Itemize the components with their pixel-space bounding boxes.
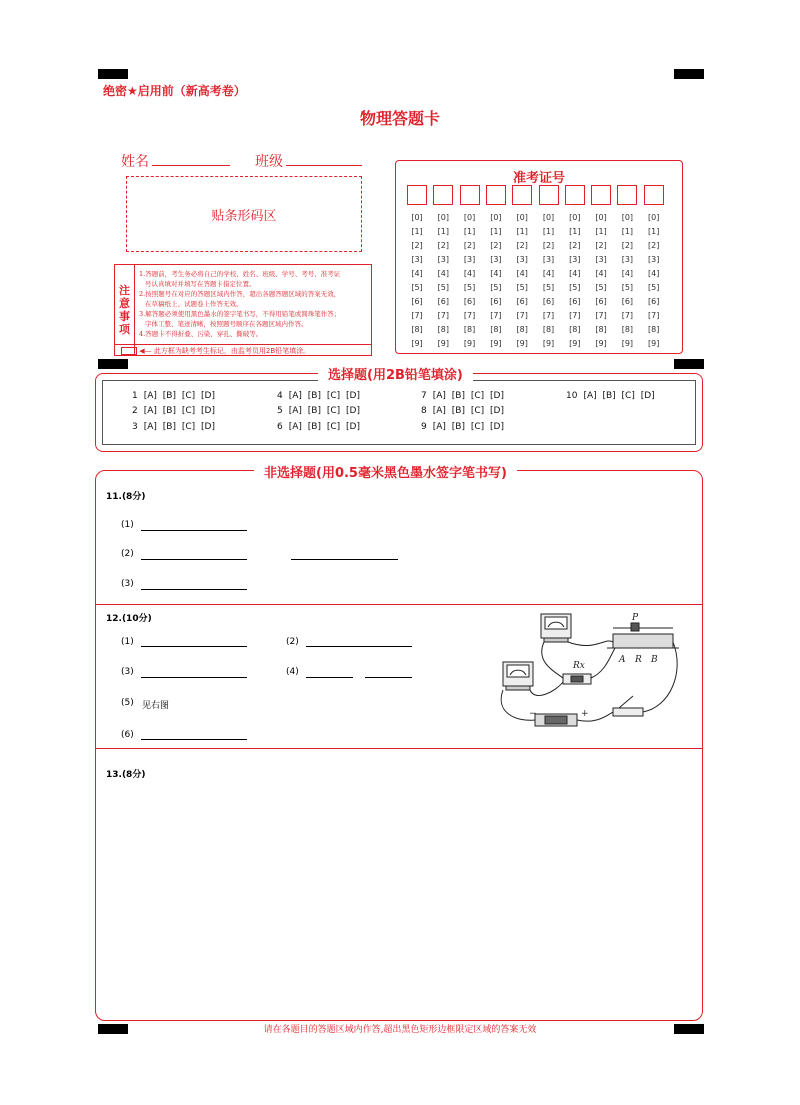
exam-id-bubble[interactable]: [2]	[463, 241, 476, 250]
ammeter-icon	[541, 614, 571, 642]
exam-id-panel	[395, 160, 683, 354]
exam-id-bubble[interactable]: [1]	[437, 227, 449, 236]
circuit-figure	[495, 612, 685, 737]
page-title: 物理答题卡	[359, 109, 440, 128]
q13-title: 13.(8分)	[106, 770, 146, 780]
notice-heading-char: 注	[119, 284, 130, 297]
exam-id-bubble[interactable]: [2]	[569, 241, 581, 250]
answer-options[interactable]: [A] [B] [C] [D]	[432, 391, 504, 401]
secret-note: 绝密★启用前（新高考卷）	[103, 84, 246, 98]
exam-id-bubble[interactable]: [6]	[648, 297, 660, 306]
answer-options[interactable]: [A] [B] [C] [D]	[288, 406, 360, 416]
exam-id-column	[591, 185, 611, 351]
label-rx: Rx	[573, 661, 585, 671]
q11-sub-label: (2)	[121, 549, 134, 559]
choice-question	[277, 406, 360, 416]
battery-icon	[535, 714, 577, 726]
exam-id-bubble[interactable]: [8]	[648, 325, 660, 334]
exam-id-bubble[interactable]: [4]	[411, 269, 423, 278]
label-plus: +	[581, 709, 589, 719]
exam-id-bubble[interactable]: [5]	[621, 283, 634, 292]
exam-id-bubble[interactable]: [0]	[437, 213, 449, 222]
class-field[interactable]	[286, 165, 362, 166]
question-number: 10	[566, 391, 578, 401]
exam-id-bubble[interactable]: [6]	[437, 297, 449, 306]
exam-id-column	[617, 185, 637, 351]
q12-sub-label: (2)	[286, 637, 299, 647]
nonchoice-section	[95, 470, 703, 1021]
exam-id-digit-box[interactable]	[644, 185, 664, 205]
exam-id-bubble[interactable]: [3]	[648, 255, 660, 264]
exam-id-bubble[interactable]: [2]	[621, 241, 634, 250]
answer-line[interactable]	[365, 677, 412, 678]
q12-sub-label: (4)	[286, 667, 299, 677]
exam-id-digit-box[interactable]	[617, 185, 637, 205]
exam-id-bubble[interactable]: [7]	[542, 311, 555, 320]
question-number: 3	[132, 422, 138, 432]
exam-id-bubble[interactable]: [4]	[437, 269, 449, 278]
answer-line[interactable]	[291, 559, 398, 560]
question-number: 5	[277, 406, 283, 416]
exam-id-column	[539, 185, 559, 351]
answer-line[interactable]	[141, 530, 247, 531]
label-b: B	[651, 655, 658, 665]
exam-id-column	[486, 185, 506, 351]
exam-id-bubble[interactable]: [8]	[516, 325, 528, 334]
exam-id-bubble[interactable]: [2]	[437, 241, 449, 250]
exam-id-bubble[interactable]: [0]	[516, 213, 528, 222]
answer-options[interactable]: [A] [B] [C] [D]	[432, 422, 504, 432]
q12-sub-label: (3)	[121, 667, 134, 677]
exam-id-bubble[interactable]: [3]	[595, 255, 607, 264]
arrow-icon: ◀—	[139, 347, 152, 355]
exam-id-bubble[interactable]: [3]	[463, 255, 476, 264]
exam-id-digit-box[interactable]	[433, 185, 453, 205]
exam-id-bubble[interactable]: [4]	[621, 269, 634, 278]
choice-question	[421, 391, 504, 401]
absent-mark-row	[115, 344, 371, 357]
notice-line: 号认真填对并填写在答题卡指定位置。	[145, 280, 256, 288]
label-minus: −	[529, 709, 537, 719]
exam-id-bubble[interactable]: [6]	[411, 297, 423, 306]
class-label: 班级	[255, 154, 283, 170]
exam-id-bubble[interactable]: [7]	[569, 311, 581, 320]
exam-id-bubble[interactable]: [4]	[648, 269, 660, 278]
notice-heading-char: 意	[119, 297, 130, 310]
exam-id-bubble[interactable]: [4]	[542, 269, 555, 278]
exam-id-bubble[interactable]: [0]	[411, 213, 423, 222]
exam-id-bubble[interactable]: [9]	[542, 339, 555, 348]
question-number: 4	[277, 391, 283, 401]
notice-text	[139, 269, 367, 339]
exam-id-bubble[interactable]: [3]	[516, 255, 528, 264]
label-r: R	[635, 655, 642, 665]
footer-note: 请在各题目的答题区域内作答,超出黑色矩形边框限定区域的答案无效	[263, 1025, 537, 1035]
question-number: 6	[277, 422, 283, 432]
exam-id-bubble[interactable]: [8]	[569, 325, 581, 334]
exam-id-bubble[interactable]: [2]	[542, 241, 555, 250]
question-number: 9	[421, 422, 427, 432]
exam-id-bubble[interactable]: [9]	[411, 339, 423, 348]
label-a: A	[619, 655, 626, 665]
absent-mark-note: 此方框为缺考考生标记，由监考员用2B铅笔填涂。	[153, 347, 311, 355]
choice-question	[421, 406, 504, 416]
exam-id-bubble[interactable]: [0]	[542, 213, 555, 222]
exam-id-bubble[interactable]: [7]	[411, 311, 423, 320]
notice-line: 在草稿纸上、试题卷上作答无效。	[145, 300, 243, 308]
exam-id-bubble[interactable]: [6]	[542, 297, 555, 306]
nonchoice-title: 非选择题(用0.5毫米黑色墨水签字笔书写)	[254, 462, 517, 481]
exam-id-bubble[interactable]: [8]	[595, 325, 607, 334]
exam-id-bubble[interactable]: [7]	[648, 311, 660, 320]
q12-sub-label: (5)	[121, 698, 134, 708]
name-field[interactable]	[152, 165, 230, 166]
exam-id-bubble[interactable]: [1]	[542, 227, 555, 236]
exam-id-bubble[interactable]: [2]	[595, 241, 607, 250]
exam-id-bubble[interactable]: [6]	[516, 297, 528, 306]
q11-sub-label: (3)	[121, 579, 134, 589]
answer-options[interactable]: [A] [B] [C] [D]	[288, 422, 360, 432]
exam-id-bubble[interactable]: [5]	[490, 283, 502, 292]
exam-id-bubble[interactable]: [6]	[569, 297, 581, 306]
exam-id-bubble[interactable]: [0]	[569, 213, 581, 222]
exam-id-bubble[interactable]: [0]	[490, 213, 502, 222]
q11-title: 11.(8分)	[106, 492, 146, 502]
choice-question	[132, 406, 215, 416]
exam-id-bubble[interactable]: [2]	[490, 241, 502, 250]
registration-mark	[674, 69, 704, 79]
q12-title: 12.(10分)	[106, 614, 152, 624]
question-number: 7	[421, 391, 427, 401]
exam-id-bubble[interactable]: [5]	[595, 283, 607, 292]
exam-id-column	[644, 185, 664, 351]
answer-line[interactable]	[141, 589, 247, 590]
exam-id-bubble[interactable]: [9]	[621, 339, 634, 348]
exam-id-bubble[interactable]: [3]	[621, 255, 634, 264]
exam-id-bubble[interactable]: [0]	[621, 213, 634, 222]
choice-question	[132, 391, 215, 401]
exam-id-bubble[interactable]: [9]	[490, 339, 502, 348]
exam-id-bubble[interactable]: [6]	[463, 297, 476, 306]
exam-id-bubble[interactable]: [8]	[542, 325, 555, 334]
registration-mark	[674, 359, 704, 369]
exam-id-bubble[interactable]: [9]	[516, 339, 528, 348]
exam-id-bubble[interactable]: [3]	[569, 255, 581, 264]
label-p: P	[632, 613, 639, 623]
exam-id-bubble[interactable]: [5]	[411, 283, 423, 292]
section-divider	[95, 604, 703, 605]
exam-id-bubble[interactable]: [1]	[516, 227, 528, 236]
answer-options[interactable]: [A] [B] [C] [D]	[583, 391, 655, 401]
choice-question	[421, 422, 504, 432]
switch-icon	[613, 696, 643, 716]
exam-id-bubble[interactable]: [5]	[648, 283, 660, 292]
exam-id-bubble[interactable]: [5]	[437, 283, 449, 292]
choice-question	[277, 391, 360, 401]
exam-id-bubble[interactable]: [8]	[437, 325, 449, 334]
exam-id-bubble[interactable]: [3]	[437, 255, 449, 264]
exam-id-digit-box[interactable]	[407, 185, 427, 205]
exam-id-bubble[interactable]: [1]	[648, 227, 660, 236]
choice-question	[277, 422, 360, 432]
exam-id-digit-box[interactable]	[512, 185, 532, 205]
exam-id-bubble[interactable]: [9]	[648, 339, 660, 348]
exam-id-bubble[interactable]: [5]	[516, 283, 528, 292]
exam-id-bubble[interactable]: [7]	[595, 311, 607, 320]
exam-id-bubble[interactable]: [7]	[463, 311, 476, 320]
answer-line[interactable]	[141, 739, 247, 740]
notice-line: 1.答题前，考生务必将自己的学校、姓名、班级、学号、考号、准考证	[139, 270, 341, 278]
notice-line: 3.解答题必须使用黑色墨水的签字笔书写，不得用铅笔或圆珠笔作答；	[139, 310, 341, 318]
exam-id-column	[460, 185, 480, 351]
absent-mark-box[interactable]	[121, 347, 137, 355]
notice-heading-char: 事	[119, 310, 130, 323]
answer-line[interactable]	[306, 677, 353, 678]
see-figure-note: 见右图	[142, 701, 170, 711]
exam-id-bubble[interactable]: [9]	[437, 339, 449, 348]
answer-options[interactable]: [A] [B] [C] [D]	[432, 406, 504, 416]
question-number: 1	[132, 391, 138, 401]
exam-id-bubble[interactable]: [7]	[437, 311, 449, 320]
exam-id-bubble[interactable]: [8]	[463, 325, 476, 334]
exam-id-bubble[interactable]: [1]	[595, 227, 607, 236]
answer-line[interactable]	[141, 677, 247, 678]
exam-id-bubble[interactable]: [1]	[463, 227, 476, 236]
exam-id-column	[512, 185, 532, 351]
section-divider	[95, 748, 703, 749]
question-number: 8	[421, 406, 427, 416]
exam-id-bubble[interactable]: [1]	[411, 227, 423, 236]
choice-title: 选择题(用2B铅笔填涂)	[318, 364, 473, 383]
rheostat-icon	[607, 623, 679, 648]
exam-id-bubble[interactable]: [1]	[569, 227, 581, 236]
exam-id-digit-box[interactable]	[565, 185, 585, 205]
exam-id-bubble[interactable]: [3]	[411, 255, 423, 264]
exam-id-bubble[interactable]: [1]	[621, 227, 634, 236]
resistor-icon	[563, 674, 591, 684]
q12-sub-label: (6)	[121, 730, 134, 740]
exam-id-column	[407, 185, 427, 351]
exam-id-bubble[interactable]: [9]	[569, 339, 581, 348]
exam-id-bubble[interactable]: [3]	[490, 255, 502, 264]
exam-id-bubble[interactable]: [4]	[569, 269, 581, 278]
answer-options[interactable]: [A] [B] [C] [D]	[143, 406, 215, 416]
exam-id-bubble[interactable]: [7]	[490, 311, 502, 320]
answer-options[interactable]: [A] [B] [C] [D]	[288, 391, 360, 401]
notice-line: 4.答题卡不得折叠、污染、穿孔、撕破等。	[139, 330, 263, 338]
exam-id-bubble[interactable]: [1]	[490, 227, 502, 236]
notice-line: 字体工整、笔迹清晰，按照题号顺序在各题区域内作答。	[145, 320, 308, 328]
exam-id-bubble[interactable]: [2]	[411, 241, 423, 250]
question-number: 2	[132, 406, 138, 416]
exam-id-bubble[interactable]: [4]	[490, 269, 502, 278]
exam-id-bubble[interactable]: [8]	[490, 325, 502, 334]
exam-id-bubble[interactable]: [0]	[463, 213, 476, 222]
exam-id-bubble[interactable]: [0]	[648, 213, 660, 222]
exam-id-bubble[interactable]: [4]	[516, 269, 528, 278]
exam-id-bubble[interactable]: [5]	[542, 283, 555, 292]
exam-id-bubble[interactable]: [4]	[463, 269, 476, 278]
exam-id-bubble[interactable]: [6]	[595, 297, 607, 306]
registration-mark	[98, 359, 128, 369]
exam-id-bubble[interactable]: [8]	[411, 325, 423, 334]
exam-id-digit-box[interactable]	[591, 185, 611, 205]
exam-id-bubble[interactable]: [7]	[621, 311, 634, 320]
answer-line[interactable]	[141, 646, 247, 647]
exam-id-bubble[interactable]: [4]	[595, 269, 607, 278]
notice-heading	[115, 265, 135, 355]
exam-id-bubble[interactable]: [7]	[516, 311, 528, 320]
answer-options[interactable]: [A] [B] [C] [D]	[143, 391, 215, 401]
exam-id-bubble[interactable]: [2]	[648, 241, 660, 250]
exam-id-bubble[interactable]: [9]	[463, 339, 476, 348]
exam-id-bubble[interactable]: [6]	[621, 297, 634, 306]
exam-id-column	[433, 185, 453, 351]
choice-question	[132, 422, 215, 432]
exam-id-digit-box[interactable]	[460, 185, 480, 205]
exam-id-bubble[interactable]: [6]	[490, 297, 502, 306]
exam-id-bubble[interactable]: [5]	[463, 283, 476, 292]
notice-line: 2.按照题号在对应的答题区域内作答，超出各题答题区域的答案无效，	[139, 290, 341, 298]
answer-line[interactable]	[141, 559, 247, 560]
q11-sub-label: (1)	[121, 520, 134, 530]
voltmeter-icon	[503, 662, 533, 690]
notice-box	[114, 264, 372, 356]
exam-id-digit-box[interactable]	[539, 185, 559, 205]
exam-id-bubble[interactable]: [5]	[569, 283, 581, 292]
q12-sub-label: (1)	[121, 637, 134, 647]
exam-id-title: 准考证号	[512, 171, 565, 186]
exam-id-digit-box[interactable]	[486, 185, 506, 205]
exam-id-bubble[interactable]: [3]	[542, 255, 555, 264]
answer-options[interactable]: [A] [B] [C] [D]	[143, 422, 215, 432]
name-label: 姓名	[121, 154, 149, 170]
exam-id-column	[565, 185, 585, 351]
exam-id-bubble[interactable]: [2]	[516, 241, 528, 250]
notice-heading-char: 项	[119, 323, 130, 336]
registration-mark	[98, 69, 128, 79]
exam-id-bubble[interactable]: [0]	[595, 213, 607, 222]
choice-question	[566, 391, 655, 401]
barcode-label: 贴条形码区	[211, 208, 277, 224]
answer-line[interactable]	[306, 646, 412, 647]
barcode-area	[126, 176, 362, 252]
exam-id-bubble[interactable]: [8]	[621, 325, 634, 334]
exam-id-bubble[interactable]: [9]	[595, 339, 607, 348]
